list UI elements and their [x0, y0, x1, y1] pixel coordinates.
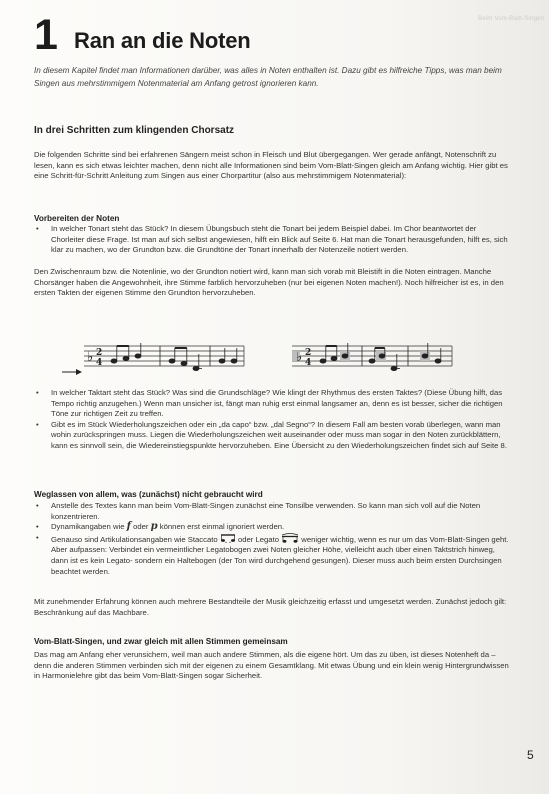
- list-item-text: Gibt es im Stück Wiederholungszeichen oder ein „da capo“ bzw. „dal Segno“? In diesem Fall am besten vorab überlegen, wann man wohin zurückspringen muss. Liegen die Wiederholungszeichen weit auseinander oder muss man sogar in den Noten zurückblättern, kann es sinnvoll sein, die Wiedereinstiegspunkte hervorzuheben. Eine Übersicht zu den Wiederholungszeichen findet sich auf Seite 8.: [51, 419, 507, 450]
- notes: [320, 343, 441, 371]
- bullet-icon: •: [36, 522, 39, 532]
- subheading-leave-out: Weglassen von allem, was (zunächst) nicht gebraucht wird: [34, 490, 263, 499]
- list-item: [34, 522, 510, 533]
- list-item-text: oder: [133, 522, 149, 532]
- list-item-text: In welcher Tonart steht das Stück? In diesem Übungsbuch steht die Tonart bei jedem Beispiel dabei. Im Chor beantwortet der Chorleiter diese Frage. Ist man auf sich selbst angewiesen, hilft ein Blick auf Seite 6. Hat man die Tonart herausgefunden, hilft es, sich klar zu machen, wo der Grundton bzw. die Grundtöne der Tonart innerhalb der Notenzeile notiert werden.: [51, 224, 508, 255]
- list-item: [34, 501, 510, 522]
- dynamic-forte-symbol: f: [126, 521, 131, 533]
- list-preparing-notes: [34, 224, 510, 256]
- dynamic-piano-symbol: p: [150, 521, 158, 533]
- all-voices-text: Das mag am Anfang eher verunsichern, weil man auch andere Stimmen, als die eigene hört. Um das zu üben, ist dieses Notenheft da – denn die anderen Stimmen verbinden sich mit der eigenen zu einem Gesamtklang. Mit etwas Übung und ein klein wenig Hintergrundwissen in Harmonielehre gibt das beim Vom-Blatt-Singen sogar Sicherheit.: [34, 650, 509, 681]
- list-leave-out: [34, 501, 510, 577]
- list-item: [34, 224, 510, 256]
- music-example-1: [62, 334, 250, 384]
- list-rhythm-repeats: [34, 388, 510, 452]
- chapter-title: Ran an die Noten: [74, 28, 251, 53]
- notes: [111, 343, 237, 371]
- arrow-icon: [62, 369, 82, 375]
- leave-out-summary: Mit zunehmender Erfahrung können auch mehrere Bestandteile der Musik gleichzeitig erfasst und umgesetzt werden. Zunächst jedoch gilt: Beschränkung auf das Machbare.: [34, 597, 507, 617]
- flat-icon: ♭: [87, 350, 94, 365]
- bullet-icon: •: [36, 532, 39, 542]
- legato-icon: [281, 533, 299, 543]
- time-signature-top: 2: [96, 348, 103, 358]
- time-signature-bottom: 4: [96, 358, 103, 368]
- list-item-text: können erst einmal ignoriert werden.: [159, 522, 285, 532]
- flat-icon: ♭: [296, 350, 303, 365]
- time-signature-bottom: 4: [305, 358, 312, 368]
- music-example-2: [290, 334, 458, 384]
- staccato-icon: [220, 534, 236, 543]
- list-item-text: Dynamikangaben wie: [51, 522, 125, 532]
- list-item-text: In welcher Taktart steht das Stück? Was sind die Grundschläge? Wie klingt der Rhythmus des ersten Taktes? (Diese Übung hilft, das Tempo richtig anzugehen.) Wenn man unsicher ist, fängt man ruhig erst einmal langsamer an, denn es ist besser, sicher die richtigen Töne zur richtigen Zeit zu treffen.: [51, 388, 503, 419]
- list-item-text: Genauso sind Artikulationsangaben wie Staccato: [51, 534, 218, 544]
- subheading-all-voices: Vom-Blatt-Singen, und zwar gleich mit allen Stimmen gemeinsam: [34, 637, 288, 646]
- list-item: [34, 388, 510, 420]
- preparing-notes-continuation: Den Zwischenraum bzw. die Notenlinie, wo der Grundton notiert wird, kann man sich vorab mit Bleistift in die Noten eintragen. Manche Chorsänger haben die Angewohnheit, ihre Stimme farblich hervorzuheben (nur bei eigenen Noten machen!). Noch hilfreicher ist es, in den ersten Takten der eigenen Stimme den Grundton hervorzuheben.: [34, 267, 504, 298]
- list-item-text: weniger wichtig, wenn es nur um das Vom-Blatt-Singen geht. Aber aufpassen: Verbindet ein vermeintlicher Legatobogen zwei Noten gleicher Höhe, vielleicht auch über einen Taktstrich hinweg, dann ist es kein Legato- sondern ein Haltebogen (der Ton wird durchgehend gesungen). Dieser muss auch beim ersten Durchsingen beachtet werden.: [51, 534, 509, 576]
- running-header: Beim Vom-Blatt-Singen: [478, 16, 545, 22]
- subheading-preparing-notes: Vorbereiten der Noten: [34, 214, 120, 223]
- list-item: [34, 420, 510, 452]
- bullet-icon: •: [36, 388, 39, 397]
- bullet-icon: •: [36, 501, 39, 510]
- section-heading-three-steps: In drei Schritten zum klingenden Chorsatz: [34, 125, 235, 136]
- chapter-number: 1: [34, 11, 58, 59]
- bullet-icon: •: [36, 419, 39, 429]
- chapter-intro: In diesem Kapitel findet man Informationen darüber, was alles in Noten enthalten ist. Dazu gibt es hilfreiche Tipps, was man beim Singen aus mehrstimmigem Notenmaterial am Anfang getrost ignorieren kann.: [34, 66, 502, 88]
- section-three-steps-text: Die folgenden Schritte sind bei erfahrenen Sängern meist schon in Fleisch und Blut übergegangen. Wer gerade anfängt, Notenschrift zu lesen, kann es sich etwas leichter machen, denn nicht alle Informationen sind beim Vom-Blatt-Singen gleich am Anfang wichtig. Hier gibt es eine Schritt-für-Schritt Anleitung zum Singen aus einer Chorpartitur (also aus mehrstimmigem Notenmaterial):: [34, 150, 508, 181]
- list-item-text: oder Legato: [237, 534, 279, 544]
- list-item-text: Anstelle des Textes kann man beim Vom-Blatt-Singen zunächst eine Tonsilbe verwenden. So kann man sich voll auf die Noten konzentrieren.: [51, 501, 481, 521]
- page-number: 5: [527, 748, 534, 762]
- time-signature-top: 2: [305, 348, 312, 358]
- list-item: [34, 533, 510, 577]
- bullet-icon: •: [36, 224, 39, 233]
